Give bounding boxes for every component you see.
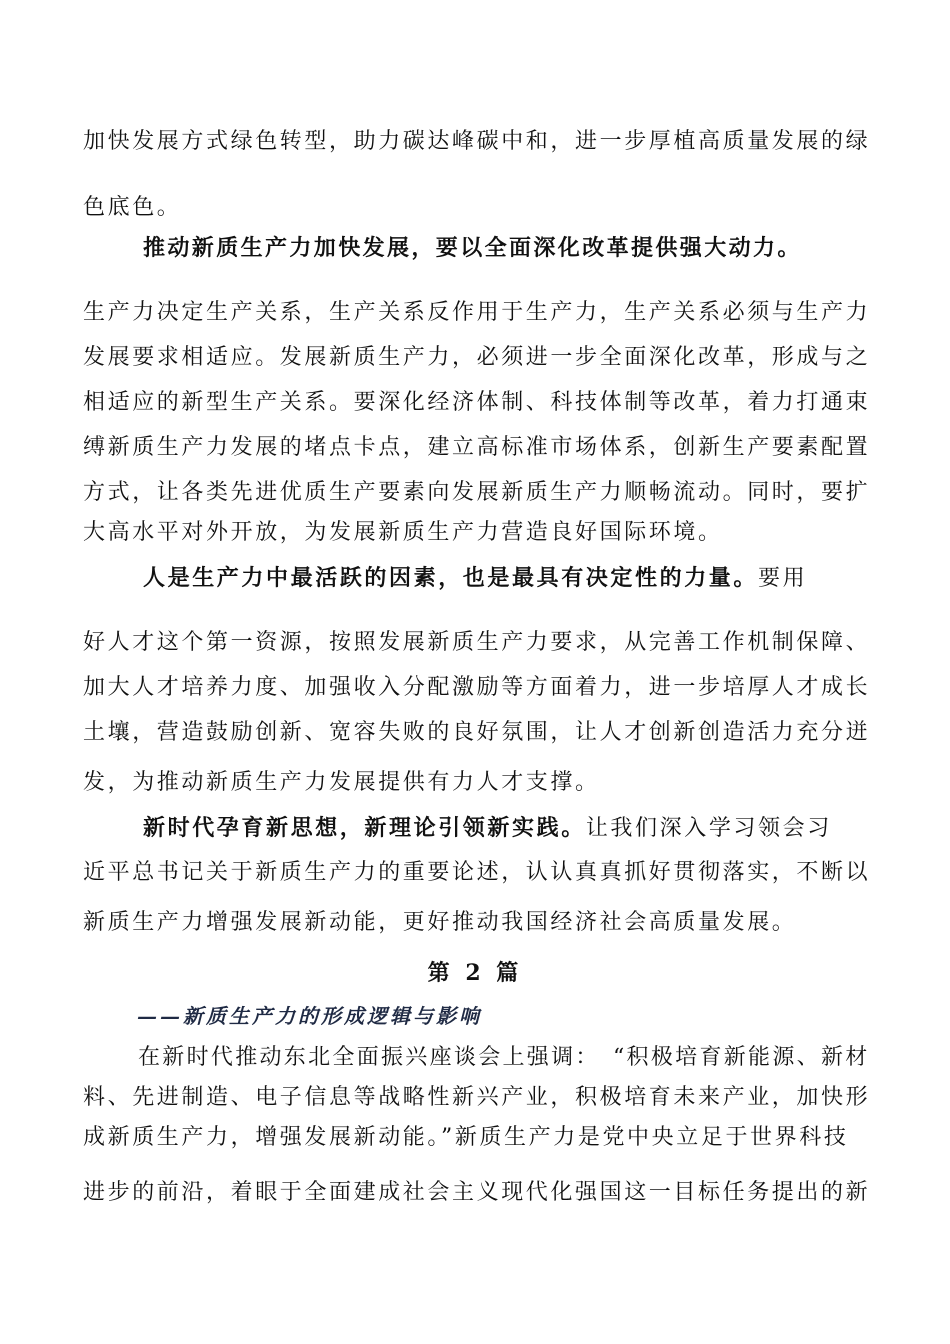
paragraph-tail: 让我们深入学习领会习 [585,816,832,841]
paragraph-tail: 要用 [758,566,808,591]
paragraph-line: 新质生产力增强发展新动能，更好推动我国经济社会高质量发展。 [83,910,797,935]
paragraph-line: 好人才这个第一资源，按照发展新质生产力要求，从完善工作机制保障、 [83,630,871,655]
paragraph-line: 在新时代推动东北全面振兴座谈会上强调： “积极培育新能源、新材 [138,1045,870,1070]
bold-lead-sentence: 新时代孕育新思想，新理论引领新实践。 [143,815,586,841]
paragraph-line: 方式，让各类先进优质生产要素向发展新质生产力顺畅流动。同时，要扩 [83,480,871,505]
paragraph-line: 色底色。 [83,195,182,220]
paragraph-line: 土壤，营造鼓励创新、宽容失败的良好氛围，让人才创新创造活力充分迸 [83,720,871,745]
paragraph-line: 料、先进制造、电子信息等战略性新兴产业，积极培育未来产业，加快形 [83,1085,871,1110]
paragraph-first-line [143,813,832,844]
paragraph-line: 生产力决定生产关系，生产关系反作用于生产力，生产关系必须与生产力 [83,300,871,325]
paragraph-line: 加快发展方式绿色转型，助力碳达峰碳中和，进一步厚植高质量发展的绿 [83,129,871,154]
section-subtitle: ——新质生产力的形成逻辑与影响 [137,1004,482,1028]
paragraph-line: 近平总书记关于新质生产力的重要论述，认认真真抓好贯彻落实，不断以 [83,860,871,885]
paragraph-line: 大高水平对外开放，为发展新质生产力营造良好国际环境。 [83,520,723,545]
paragraph-line: 进步的前沿，着眼于全面建成社会主义现代化强国这一目标任务提出的新 [83,1180,871,1205]
bold-lead-sentence: 人是生产力中最活跃的因素，也是最具有决定性的力量。 [143,565,759,591]
section-title: 第 2 篇 [427,960,523,986]
paragraph-line: 加大人才培养力度、加强收入分配激励等方面着力，进一步培厚人才成长 [83,675,871,700]
paragraph-line: 相适应的新型生产关系。要深化经济体制、科技体制等改革，着力打通束 [83,390,871,415]
paragraph-line: 发，为推动新质生产力发展提供有力人才支撑。 [83,770,600,795]
paragraph-line: 成新质生产力，增强发展新动能。”新质生产力是党中央立足于世界科技 [83,1125,849,1150]
paragraph-first-line [143,563,807,594]
paragraph-line: 缚新质生产力发展的堵点卡点，建立高标准市场体系，创新生产要素配置 [83,435,871,460]
bold-lead-sentence: 推动新质生产力加快发展，要以全面深化改革提供强大动力。 [143,235,802,261]
paragraph-line: 发展要求相适应。发展新质生产力，必须进一步全面深化改革，形成与之 [83,345,871,370]
